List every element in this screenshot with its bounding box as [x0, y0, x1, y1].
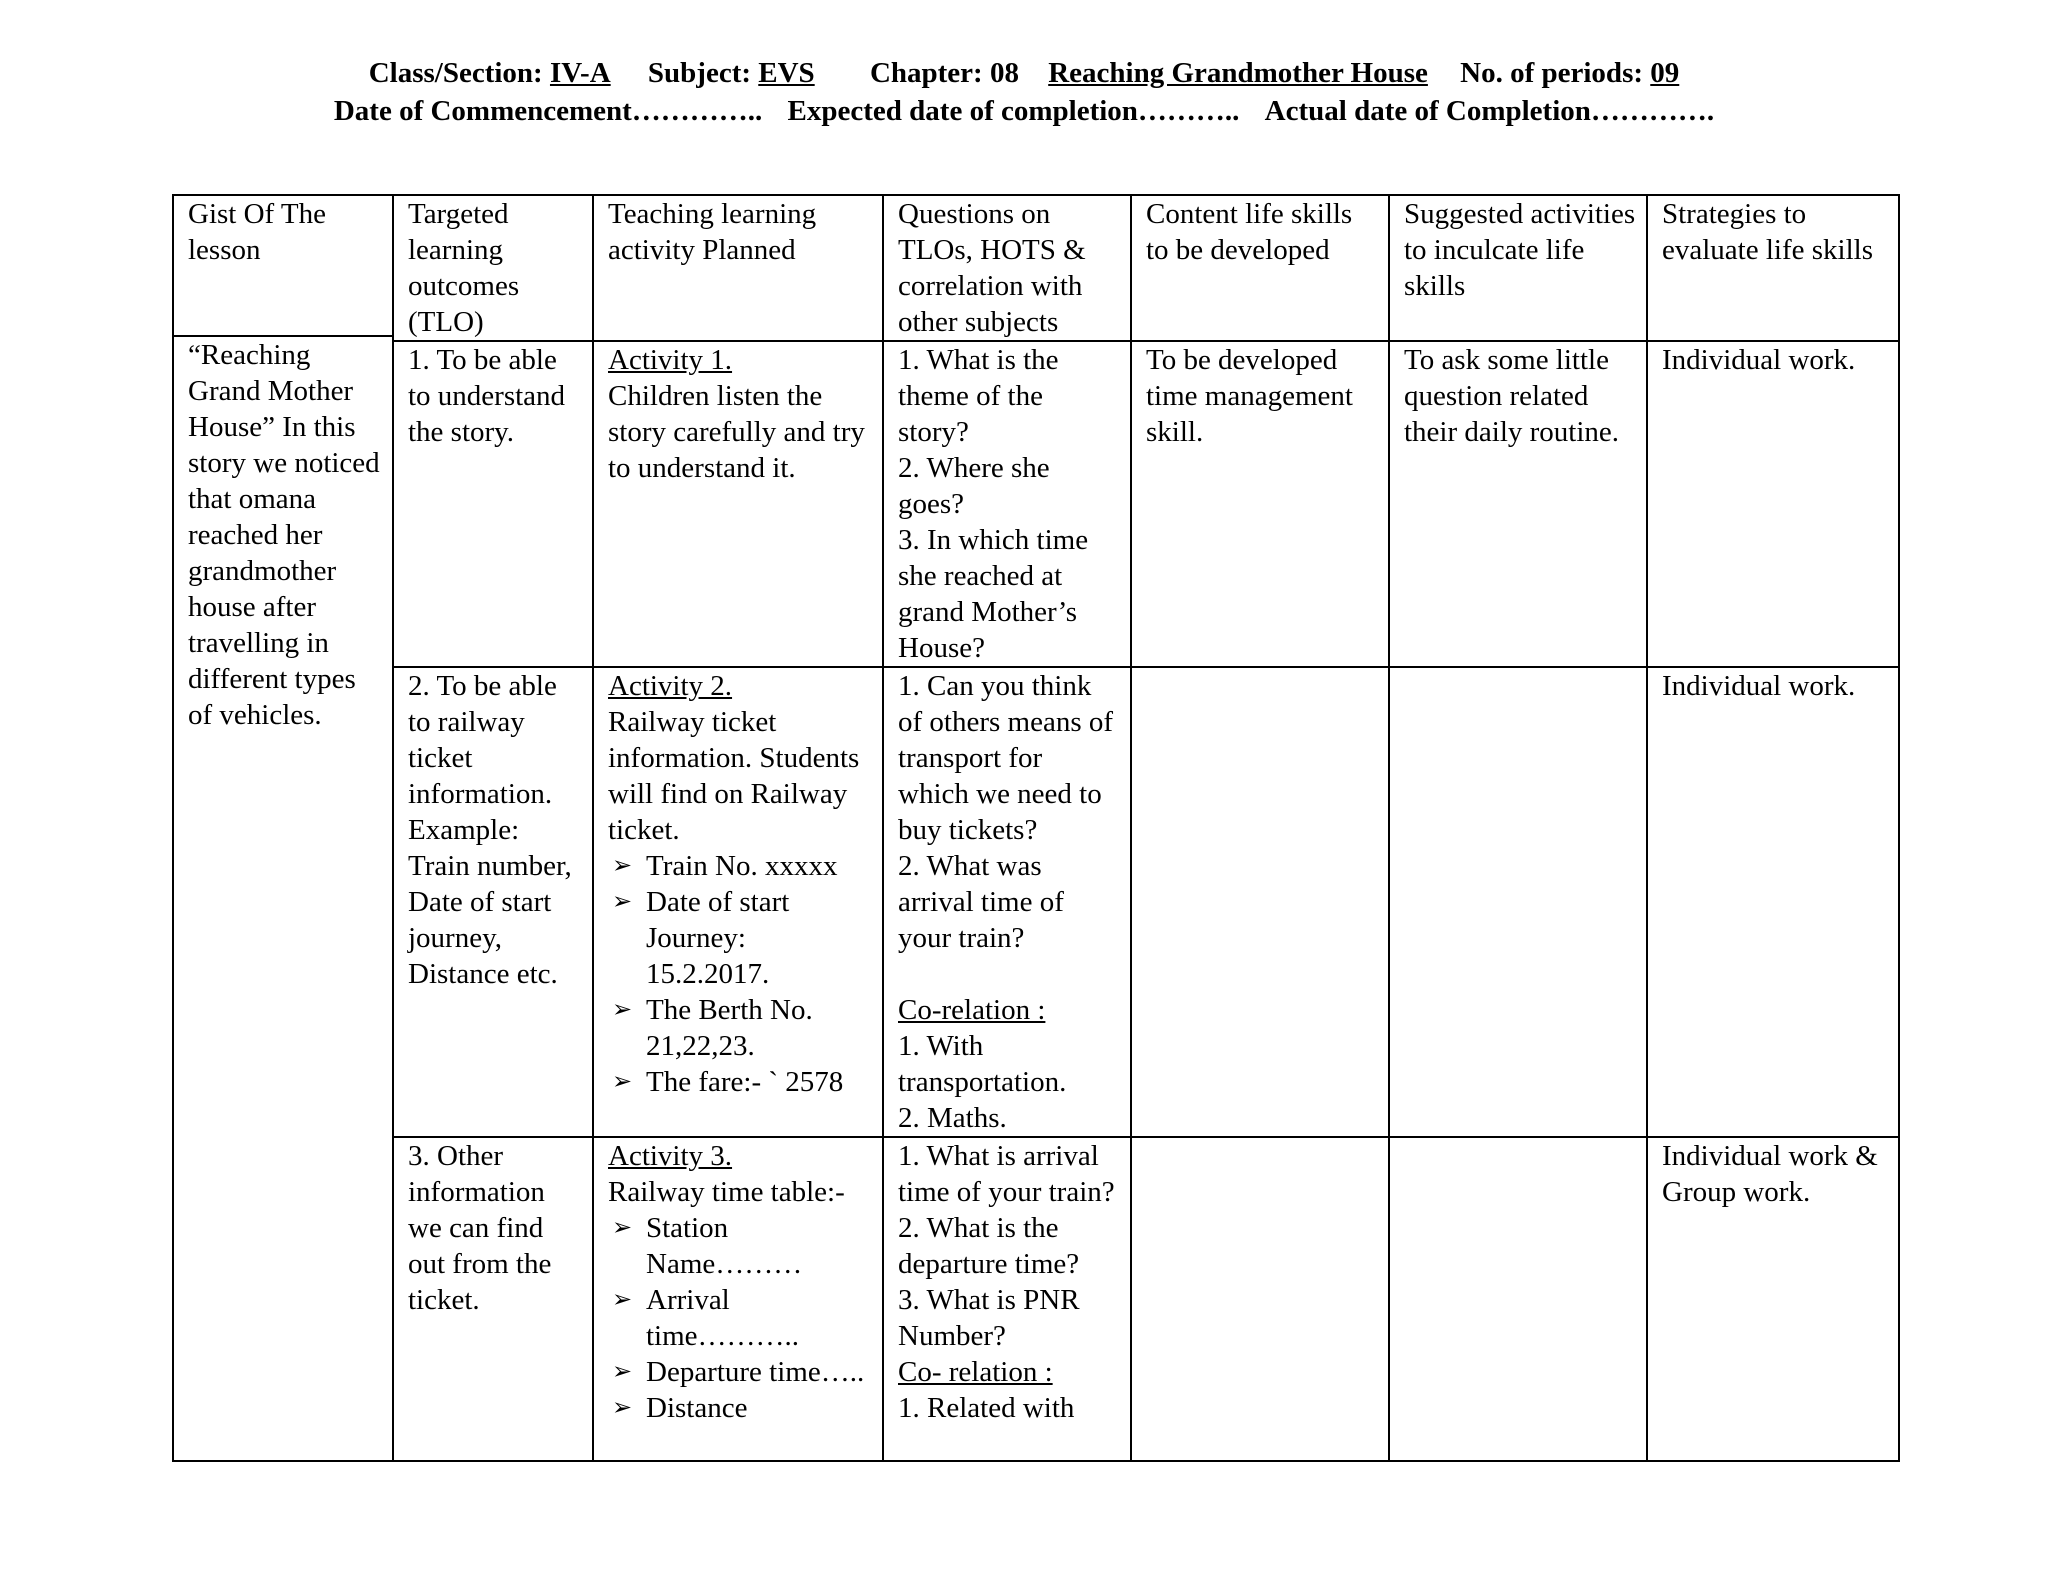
subject-label: Subject:	[647, 57, 752, 89]
list-item: ➢ Station Name………	[608, 1210, 872, 1282]
strategies-cell: Individual work.	[1647, 667, 1899, 1137]
periods-label: No. of periods:	[1460, 57, 1644, 89]
activity-cell	[593, 341, 883, 667]
table-row	[173, 1137, 1899, 1461]
column-header-activity: Teaching learning activity Planned	[593, 195, 883, 341]
activity-title: Activity 2.	[608, 670, 733, 702]
list-item: ➢ The Berth No. 21,22,23.	[608, 992, 872, 1064]
header-line-2	[0, 94, 2048, 128]
class-label: Class/Section:	[368, 57, 543, 89]
list-item: ➢ Arrival time………..	[608, 1282, 872, 1354]
list-item: ➢ Date of start Journey: 15.2.2017.	[608, 884, 872, 992]
column-header-gist: Gist Of The lesson	[173, 195, 393, 336]
correlation-title: Co- relation :	[898, 1356, 1053, 1388]
lesson-plan-table	[172, 194, 1900, 1462]
correlation-item: 1. Related with	[898, 1392, 1075, 1424]
activity-title: Activity 1.	[608, 344, 733, 376]
tlo-cell: 3. Other information we can find out from the ticket.	[393, 1137, 593, 1461]
question-item: 2. What is the departure time?	[898, 1212, 1080, 1280]
question-item: 1. Can you think of others means of transport for which we need to buy tickets?	[898, 670, 1114, 846]
column-header-content-skills: Content life skills to be developed	[1131, 195, 1389, 341]
activity-cell	[593, 1137, 883, 1461]
chapter-value: 08	[989, 57, 1019, 89]
tlo-cell: 2. To be able to railway ticket information. Example: Train number, Date of start journey, Distance etc.	[393, 667, 593, 1137]
commencement-date: Date of Commencement…………..	[333, 95, 763, 127]
question-item: 3. In which time she reached at grand Mother’s House?	[898, 524, 1089, 664]
content-skills-cell	[1131, 667, 1389, 1137]
periods-value: 09	[1650, 57, 1680, 89]
list-item: ➢ Train No. xxxxx	[608, 848, 872, 884]
activity-title: Activity 3.	[608, 1140, 733, 1172]
list-item: ➢ The fare:- ` 2578	[608, 1064, 872, 1100]
header-line-1	[0, 56, 2048, 90]
question-item: 2. Where she goes?	[898, 452, 1050, 520]
question-item: 1. What is arrival time of your train?	[898, 1140, 1115, 1208]
correlation-item: 1. With transportation.	[898, 1030, 1067, 1098]
correlation-item: 2. Maths.	[898, 1102, 1007, 1134]
activity-text: Railway ticket information. Students will find on Railway ticket.	[608, 706, 860, 846]
activity-text: Children listen the story carefully and try to understand it.	[608, 380, 865, 484]
chapter-label: Chapter:	[869, 57, 983, 89]
activity-cell	[593, 667, 883, 1137]
list-item: ➢ Distance	[608, 1390, 872, 1426]
column-header-suggested: Suggested activities to inculcate life skills	[1389, 195, 1647, 341]
gist-cell: “Reaching Grand Mother House” In this story we noticed that omana reached her grandmother house after travelling in different types of vehicles.	[173, 336, 393, 1461]
activity-bullet-list	[608, 848, 872, 1100]
strategies-cell: Individual work.	[1647, 341, 1899, 667]
table-row	[173, 667, 1899, 1137]
strategies-cell: Individual work & Group work.	[1647, 1137, 1899, 1461]
actual-date: Actual date of Completion………….	[1264, 95, 1715, 127]
question-item: 1. What is the theme of the story?	[898, 344, 1059, 448]
suggested-cell	[1389, 1137, 1647, 1461]
activity-bullet-list	[608, 1210, 872, 1426]
questions-cell	[883, 341, 1131, 667]
suggested-cell	[1389, 667, 1647, 1137]
subject-value: EVS	[758, 57, 815, 89]
expected-date: Expected date of completion………..	[787, 95, 1240, 127]
activity-text: Railway time table:-	[608, 1176, 845, 1208]
suggested-cell: To ask some little question related their daily routine.	[1389, 341, 1647, 667]
question-item: 2. What was arrival time of your train?	[898, 850, 1064, 954]
question-item: 3. What is PNR Number?	[898, 1284, 1080, 1352]
column-header-strategies: Strategies to evaluate life skills	[1647, 195, 1899, 341]
column-header-tlo: Targeted learning outcomes (TLO)	[393, 195, 593, 341]
questions-cell	[883, 667, 1131, 1137]
tlo-cell: 1. To be able to understand the story.	[393, 341, 593, 667]
correlation-title: Co-relation :	[898, 994, 1046, 1026]
chapter-title: Reaching Grandmother House	[1048, 57, 1428, 89]
column-header-questions: Questions on TLOs, HOTS & correlation with other subjects	[883, 195, 1131, 341]
table-row	[173, 341, 1899, 667]
content-skills-cell	[1131, 1137, 1389, 1461]
questions-cell	[883, 1137, 1131, 1461]
content-skills-cell: To be developed time management skill.	[1131, 341, 1389, 667]
class-value: IV-A	[549, 57, 611, 89]
list-item: ➢ Departure time…..	[608, 1354, 872, 1390]
